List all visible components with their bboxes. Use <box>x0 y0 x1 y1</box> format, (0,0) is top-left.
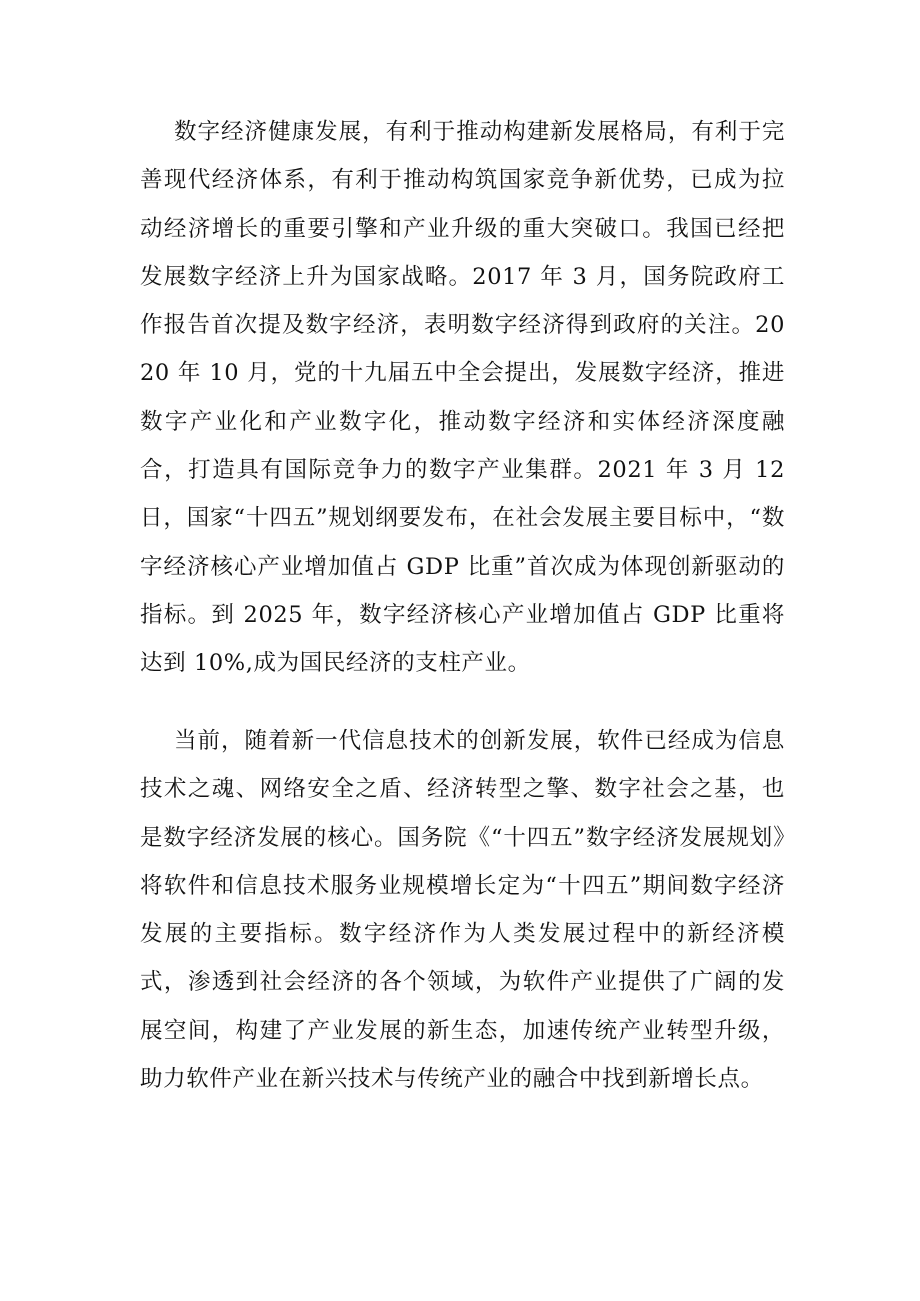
paragraph-digital-economy: 数字经济健康发展，有利于推动构建新发展格局，有利于完善现代经济体系，有利于推动构筑国家竞争新优势，已成为拉动经济增长的重要引擎和产业升级的重大突破口。我国已经把发展数字经济上升为国家战略。2017 年 3 月，国务院政府工作报告首次提及数字经济，表明数字经济得到政府的关注。2020 年 10 月，党的十九届五中全会提出，发展数字经济，推进数字产业化和产业数字化，推动数字经济和实体经济深度融合，打造具有国际竞争力的数字产业集群。2021 年 3 月 12 日，国家“十四五”规划纲要发布，在社会发展主要目标中，“数字经济核心产业增加值占 GDP 比重”首次成为体现创新驱动的指标。到 2025 年，数字经济核心产业增加值占 GDP 比重将达到 10%,成为国民经济的支柱产业。 <box>140 119 785 677</box>
paragraph-software-industry: 当前，随着新一代信息技术的创新发展，软件已经成为信息技术之魂、网络安全之盾、经济转型之擎、数字社会之基，也是数字经济发展的核心。国务院《“十四五”数字经济发展规划》将软件和信息技术服务业规模增长定为“十四五”期间数字经济发展的主要指标。数字经济作为人类发展过程中的新经济模式，渗透到社会经济的各个领域，为软件产业提供了广阔的发展空间，构建了产业发展的新生态，加速传统产业转型升级，助力软件产业在新兴技术与传统产业的融合中找到新增长点。 <box>140 728 785 1093</box>
